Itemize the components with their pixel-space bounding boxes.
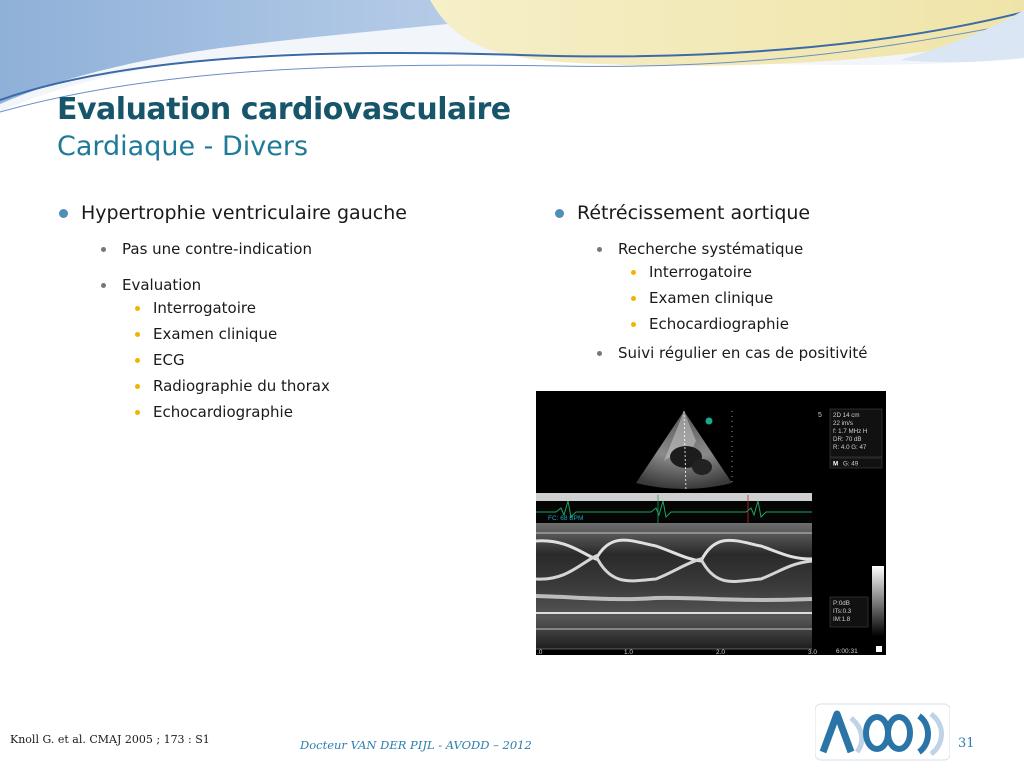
time-tick-label: 2.0 (716, 649, 726, 655)
sub-list-item (553, 259, 993, 285)
sub-list-item (57, 373, 507, 399)
sub-list-item (57, 295, 507, 321)
list-item-label: Evaluation (122, 276, 202, 294)
bullet-heading-aortic-stenosis (553, 199, 993, 227)
left-column (57, 199, 507, 425)
sub-list-item-label: Radiographie du thorax (153, 377, 330, 395)
bullet-dot-icon (101, 283, 106, 288)
bullet-dot-icon (135, 358, 140, 363)
heart-rate-label: FC: 68 BPM (548, 515, 584, 522)
bullet-dot-icon (135, 384, 140, 389)
slide-title: Evaluation cardiovasculaire (57, 92, 511, 127)
clock-readout: 6:00:31 (836, 648, 858, 655)
echocardiogram-image (536, 391, 886, 655)
sub-list-item (57, 347, 507, 373)
list-item-label: Suivi régulier en cas de positivité (618, 344, 868, 362)
m-mode-label: M (833, 460, 839, 468)
echo-setting: f: 1.7 MHz H (833, 428, 868, 435)
list-item-label: Recherche systématique (618, 240, 804, 258)
echo-setting: 2D 14 cm (833, 412, 860, 419)
list-item (553, 343, 993, 363)
bullet-dot-icon (631, 270, 636, 275)
sub-list-item (553, 285, 993, 311)
reference-citation: Knoll G. et al. CMAJ 2005 ; 173 : S1 (10, 733, 210, 746)
footer-author: Docteur VAN DER PIJL - AVODD – 2012 (300, 738, 532, 752)
svg-text:P:0dB ITs:0.3 IM:1.8 (833, 600, 853, 623)
echo-setting: DR: 70 dB (833, 436, 862, 443)
time-tick-label: 1.0 (624, 649, 634, 655)
power-setting: P:0dB (833, 600, 850, 607)
sub-list-item-label: Echocardiographie (153, 403, 293, 421)
freeze-indicator-icon (876, 646, 882, 652)
page-number: 31 (958, 736, 975, 751)
sub-list-item-label: ECG (153, 351, 185, 369)
slide-subtitle: Cardiaque - Divers (57, 131, 309, 162)
bullet-dot-icon (631, 322, 636, 327)
heading-text: Rétrécissement aortique (577, 202, 811, 224)
echo-setting: 22 im/s (833, 420, 853, 427)
power-setting: ITs:0.3 (833, 608, 852, 615)
sub-list-item (57, 399, 507, 425)
slide-title-block (57, 92, 511, 162)
right-column (553, 199, 993, 363)
bullet-dot-icon (135, 332, 140, 337)
time-tick-label: 3.0 (808, 649, 818, 655)
heading-text: Hypertrophie ventriculaire gauche (81, 202, 407, 224)
sub-list-item-label: Echocardiographie (649, 315, 789, 333)
sub-list-item-label: Interrogatoire (649, 263, 752, 281)
bullet-dot-icon (135, 306, 140, 311)
bullet-dot-icon (101, 247, 106, 252)
time-tick-label: .0 (537, 649, 543, 655)
sub-list-item (553, 311, 993, 337)
sub-list-item-label: Examen clinique (153, 325, 278, 343)
bullet-dot-icon (59, 209, 68, 218)
sub-list-item (57, 321, 507, 347)
bullet-heading-hypertrophy (57, 199, 507, 227)
sub-list-item-label: Examen clinique (649, 289, 774, 307)
m-mode-gain: G: 49 (843, 460, 859, 468)
bullet-dot-icon (631, 296, 636, 301)
power-setting: IM:1.8 (833, 616, 851, 623)
bullet-dot-icon (597, 247, 602, 252)
sub-list-item-label: Interrogatoire (153, 299, 256, 317)
list-item (553, 239, 993, 259)
depth-marker: 5 (818, 412, 822, 419)
list-item (57, 275, 507, 295)
avodd-logo (815, 702, 950, 762)
echo-setting: R: 4.0 G: 47 (833, 444, 867, 451)
bullet-dot-icon (555, 209, 564, 218)
bullet-dot-icon (597, 351, 602, 356)
list-item-label: Pas une contre-indication (122, 240, 312, 258)
list-item (57, 239, 507, 259)
bullet-dot-icon (135, 410, 140, 415)
